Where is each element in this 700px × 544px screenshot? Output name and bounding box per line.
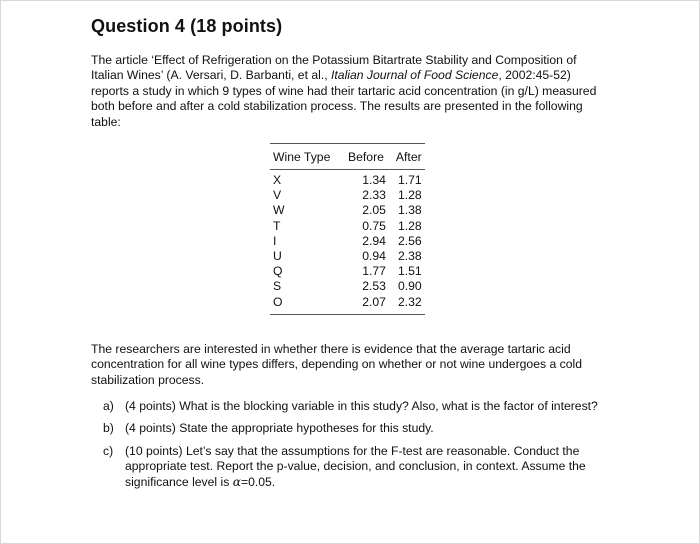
part-letter: a) [103, 399, 114, 413]
table-row [270, 203, 425, 218]
table-row [270, 219, 425, 234]
cell-before: 2.94 [362, 233, 386, 248]
cell-wine-type: W [273, 203, 285, 218]
intro-paragraph [91, 53, 611, 130]
table-row [270, 249, 425, 264]
journal-name: Italian Journal of Food Science [331, 68, 499, 83]
alpha-symbol: α [232, 474, 241, 489]
cell-wine-type: U [273, 249, 282, 264]
cell-wine-type: I [273, 233, 277, 248]
header-after: After [395, 150, 422, 164]
question-part-c [103, 444, 613, 490]
cell-wine-type: X [273, 173, 282, 187]
wine-data-table [270, 143, 425, 315]
table-row [270, 188, 425, 203]
table-row [270, 170, 425, 189]
table-row [270, 295, 425, 315]
part-text: (4 points) State the appropriate hypotheses for this study. [125, 421, 434, 436]
cell-after: 2.38 [397, 249, 422, 264]
significance-value: =0.05. [240, 474, 276, 489]
question-parts-list [103, 399, 613, 497]
table-row [270, 279, 425, 294]
part-text: (4 points) What is the blocking variable in this study? Also, what is the factor of interest? [125, 399, 598, 413]
cell-after: 1.28 [397, 188, 422, 203]
question-part-a [103, 399, 613, 414]
question-title: Question 4 (18 points) [91, 16, 283, 36]
cell-wine-type: T [273, 218, 281, 233]
cell-before: 1.77 [362, 264, 386, 279]
cell-before: 2.53 [362, 279, 386, 294]
cell-wine-type: Q [273, 264, 283, 279]
intro-text-part1: The article ‘Effect of Refrigeration on the Potassium Bitartrate Stability and Composition of Italian Wines’ (A. Versari, D. Barbanti, et al., [91, 53, 577, 83]
part-text-wrapper [125, 444, 613, 490]
cell-after: 1.38 [397, 203, 422, 218]
cell-before: 0.94 [362, 249, 386, 264]
header-wine-type: Wine Type [273, 150, 331, 164]
cell-before: 1.34 [362, 173, 386, 187]
table-row [270, 264, 425, 279]
table-header-row [270, 144, 425, 170]
cell-after: 1.28 [397, 218, 422, 233]
cell-wine-type: O [273, 294, 283, 309]
cell-before: 2.05 [362, 203, 386, 218]
table-row [270, 234, 425, 249]
question-part-b [103, 421, 613, 436]
context-paragraph: The researchers are interested in whether there is evidence that the average tartaric acid concentration for all wine types differs, depending on whether or not wine undergoes a cold stabilization process. [91, 342, 582, 387]
part-letter: b) [103, 421, 114, 436]
header-before: Before [348, 150, 384, 164]
cell-before: 2.07 [362, 294, 386, 309]
part-letter: c) [103, 443, 114, 458]
cell-wine-type: S [273, 279, 282, 294]
cell-before: 0.75 [362, 218, 386, 233]
cell-wine-type: V [273, 188, 282, 203]
cell-after: 0.90 [397, 279, 422, 294]
part-text: (10 points) Let’s say that the assumptions for the F-test are reasonable. Conduct the appropriate test. Report the p-value, decision, and conclusion, in context. Assume the significance level is [125, 443, 586, 489]
cell-after: 2.56 [397, 233, 422, 248]
cell-after: 2.32 [397, 294, 422, 309]
cell-after: 1.51 [397, 264, 422, 279]
cell-before: 2.33 [362, 188, 386, 203]
cell-after: 1.71 [397, 173, 422, 187]
intro-text-part2: , 2002:45-52) reports a study in which 9 types of wine had their tartaric acid concentration (in g/L) measured both before and after a cold stabilization process. The results are presented in the following table: [91, 68, 597, 129]
